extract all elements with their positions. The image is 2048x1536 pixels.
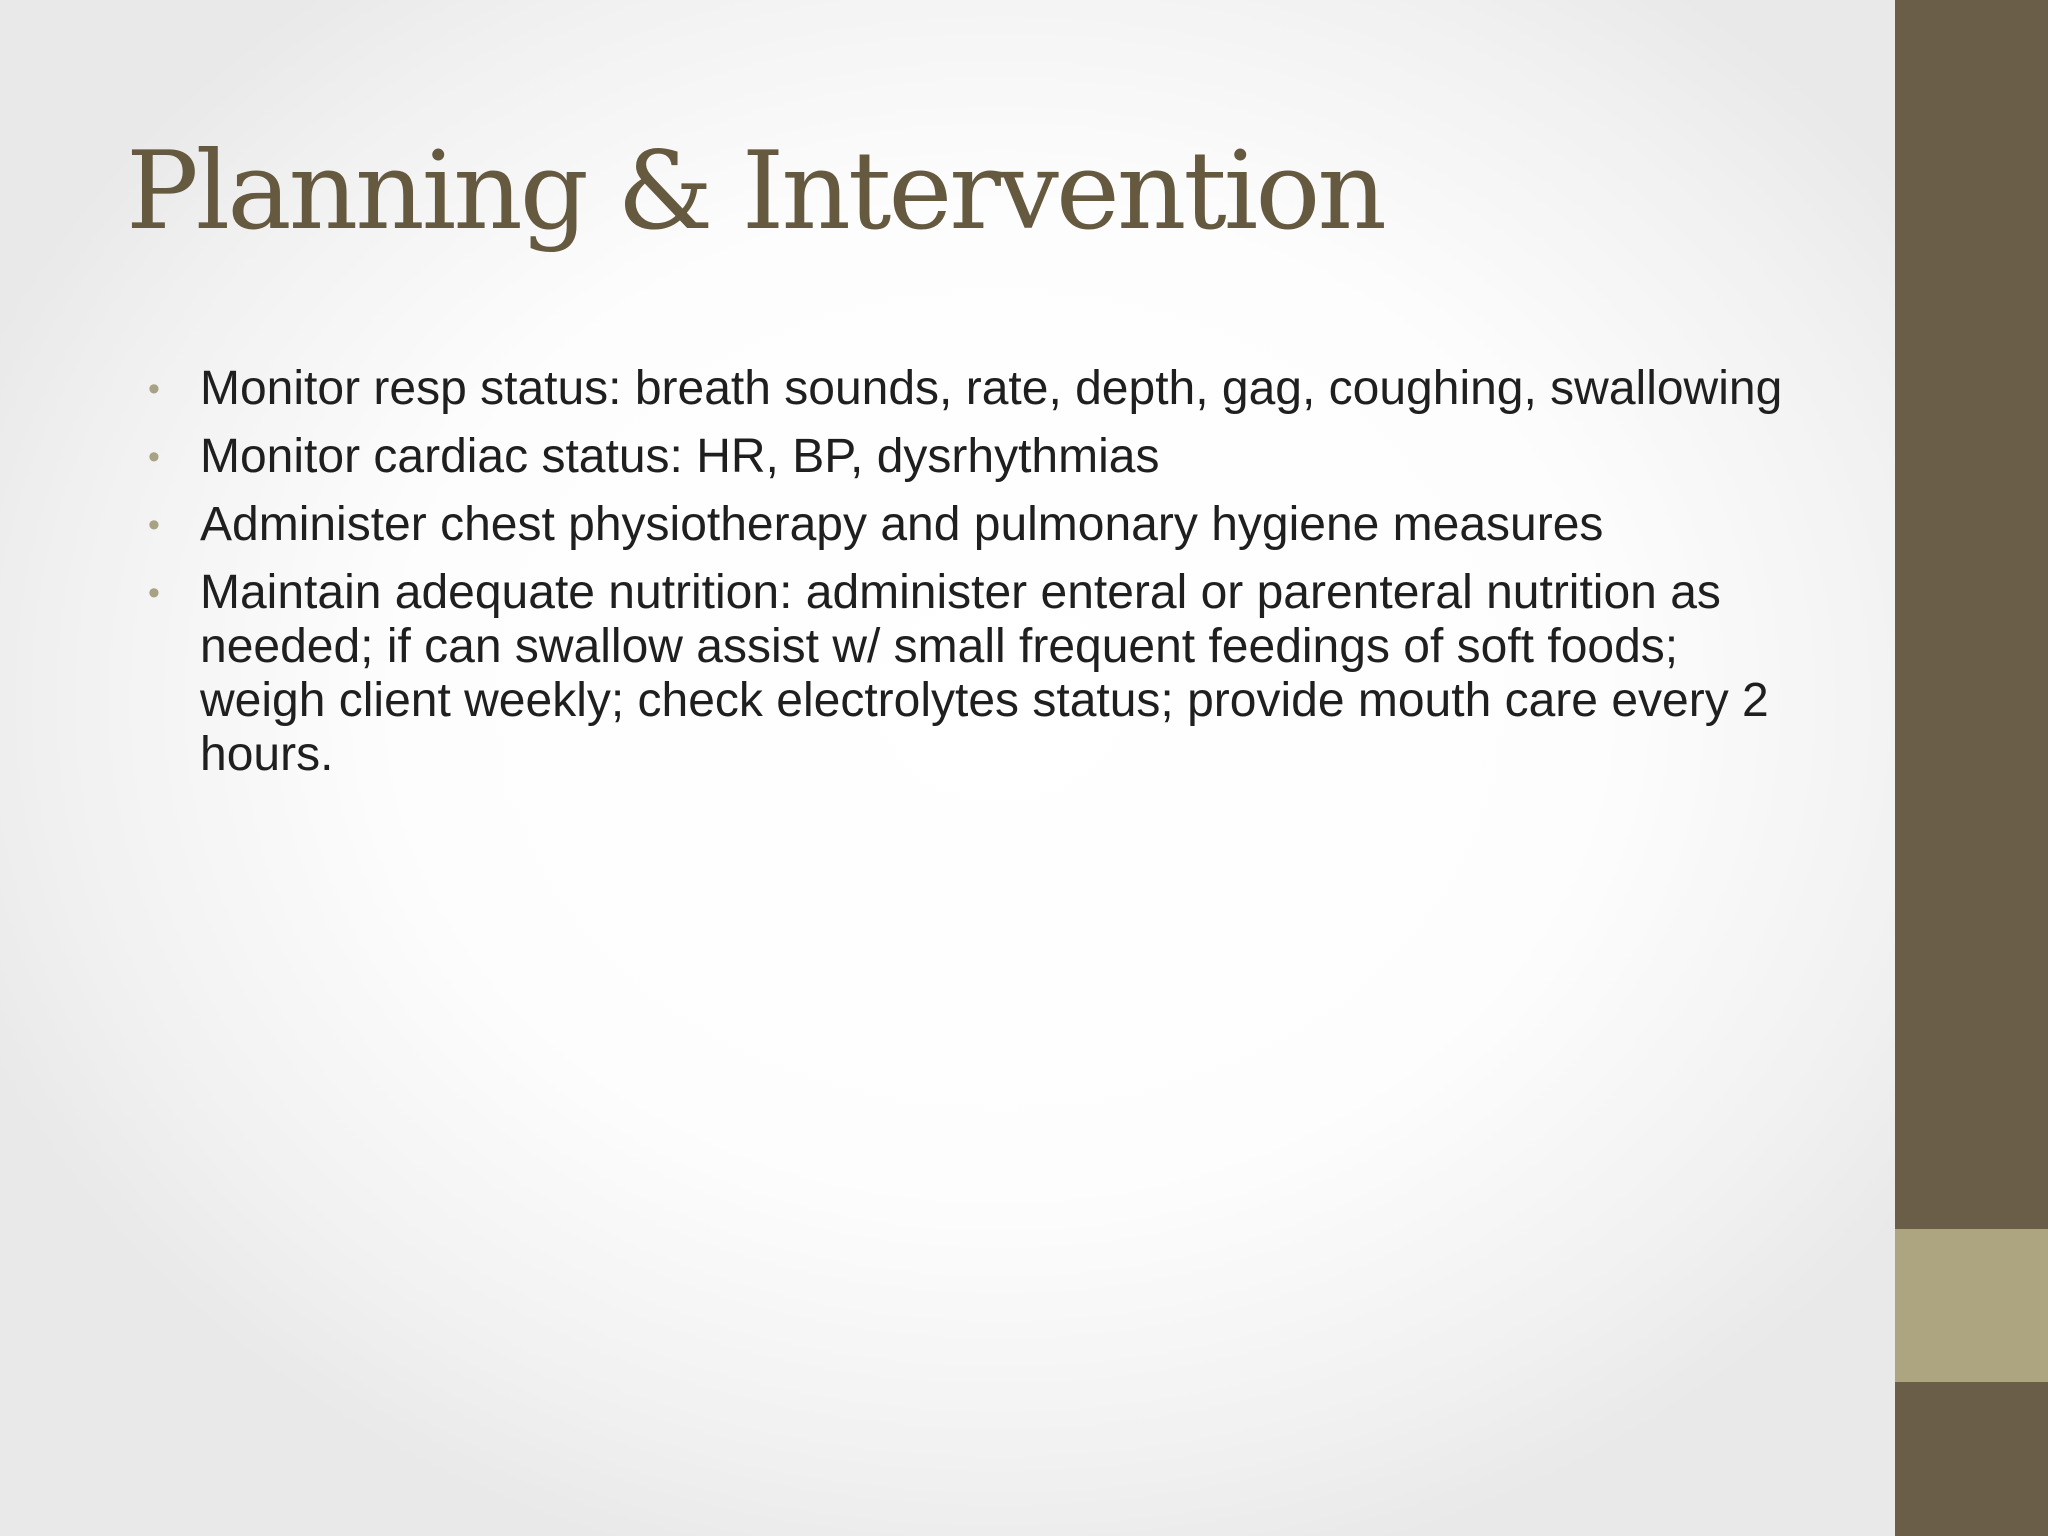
bullet-item xyxy=(148,430,1800,484)
bullet-icon: • xyxy=(148,574,160,612)
side-accent-block xyxy=(1895,1229,2048,1382)
bullet-item xyxy=(148,566,1800,782)
slide-title: Planning & Intervention xyxy=(126,129,1384,254)
bullet-item xyxy=(148,498,1800,552)
bullet-icon: • xyxy=(148,370,160,408)
bullet-icon: • xyxy=(148,506,160,544)
bullet-icon: • xyxy=(148,438,160,476)
bullet-text: Administer chest physiotherapy and pulmonary hygiene measures xyxy=(200,498,1604,551)
bullet-list xyxy=(148,362,1800,796)
bullet-text: Maintain adequate nutrition: administer enteral or parenteral nutrition as needed; if can swallow assist w/ small frequent feedings of soft foods; weigh client weekly; check electrolytes status; provide mouth care every 2 hours. xyxy=(200,566,1769,781)
bullet-text: Monitor resp status: breath sounds, rate, depth, gag, coughing, swallowing xyxy=(200,362,1783,415)
bullet-item xyxy=(148,362,1800,416)
bullet-text: Monitor cardiac status: HR, BP, dysrhythmias xyxy=(200,430,1160,483)
